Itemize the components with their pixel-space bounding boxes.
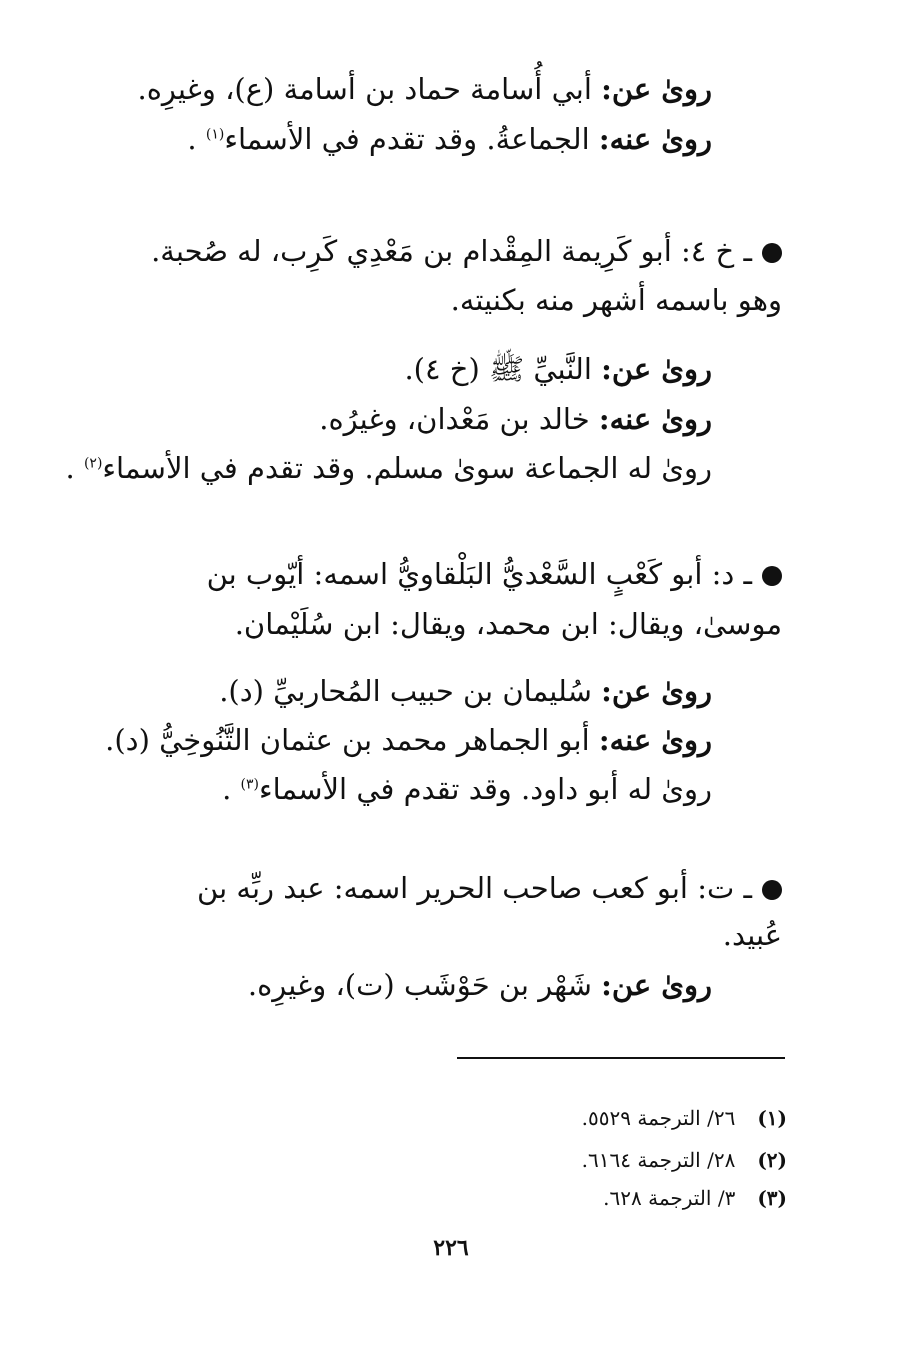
narrated-from-label: رویٰ عن:	[601, 674, 712, 708]
narrated-by-text: خالد بن مَعْدان، وغيرُه.	[319, 402, 590, 436]
entry-heading-text: ـ د: أبو كَعْبٍ السَّعْديُّ البَلْقاويُّ اسمه: أيّوب بن	[206, 557, 752, 591]
footnote	[582, 1106, 787, 1130]
footnote	[603, 1186, 787, 1210]
line-end: .	[187, 122, 197, 156]
entry-heading-text: ـ ت: أبو كعب صاحب الحرير اسمه: عبد ربِّه بن	[197, 871, 752, 905]
narrated-from-text: سُليمان بن حبيب المُحاربيِّ (د).	[219, 674, 592, 708]
line-end: .	[222, 772, 232, 806]
entry-heading-text: ـ خ ٤: أبو كَرِيمة المِقْدام بن مَعْدِي كَرِب، له صُحبة.	[151, 234, 752, 268]
footnote-text: ٢٨/ الترجمة ٦١٦٤.	[581, 1148, 736, 1172]
page-number: ٢٢٦	[433, 1235, 469, 1261]
narrators-text: رویٰ له الجماعة سویٰ مسلم. وقد تقدم في الأسماء	[102, 451, 712, 485]
narrated-from-line	[80, 72, 712, 107]
narrated-from-line	[80, 352, 712, 387]
narrated-by-line	[80, 122, 712, 157]
footnote-ref: (٣)	[240, 776, 259, 793]
footnote-divider	[457, 1057, 785, 1059]
footnote-number: (١)	[757, 1106, 787, 1130]
bullet-icon	[762, 243, 782, 263]
bullet-icon	[762, 880, 782, 900]
narrators-text: رویٰ له أبو داود. وقد تقدم في الأسماء	[258, 772, 712, 806]
narrated-by-text: أبو الجماهر محمد بن عثمان التَّنُوخِيُّ (د).	[105, 723, 590, 757]
narrated-from-text: أبي أُسامة حماد بن أسامة (ع)، وغيرِه.	[137, 72, 592, 106]
entry-heading-continuation: وهو باسمه أشهر منه بكنيته.	[450, 283, 782, 317]
narrated-by-text: الجماعةُ. وقد تقدم في الأسماء	[224, 122, 590, 156]
narrators-line	[65, 451, 712, 486]
narrated-from-line	[80, 968, 712, 1003]
narrated-from-label: رویٰ عن:	[601, 352, 712, 386]
narrated-from-line	[80, 674, 712, 709]
entry-heading	[80, 871, 782, 906]
entry-heading	[80, 557, 782, 592]
narrated-from-text: النَّبيِّ ﷺ (خ ٤).	[404, 352, 592, 386]
narrated-by-label: رویٰ عنه:	[598, 122, 712, 156]
narrated-from-label: رویٰ عن:	[601, 72, 712, 106]
narrated-from-text: شَهْر بن حَوْشَب (ت)، وغيرِه.	[247, 968, 592, 1002]
narrators-line	[80, 772, 712, 807]
footnote-number: (٣)	[757, 1186, 787, 1210]
footnote-text: ٢٦/ الترجمة ٥٥٢٩.	[581, 1106, 736, 1130]
narrated-by-label: رویٰ عنه:	[598, 402, 712, 436]
narrated-by-line	[80, 402, 712, 437]
footnote-number: (٢)	[757, 1148, 787, 1172]
entry-heading-continuation: عُبيد.	[722, 918, 782, 952]
footnote	[582, 1148, 787, 1172]
bullet-icon	[762, 566, 782, 586]
footnote-ref: (٢)	[83, 455, 103, 472]
footnote-ref: (١)	[205, 126, 225, 143]
footnote-text: ٣/ الترجمة ٦٢٨.	[603, 1186, 736, 1210]
narrated-from-label: رویٰ عن:	[601, 968, 712, 1002]
narrated-by-label: رویٰ عنه:	[598, 723, 712, 757]
line-end: .	[65, 451, 75, 485]
entry-heading-continuation: موسیٰ، ويقال: ابن محمد، ويقال: ابن سُلَيْمان.	[234, 607, 782, 641]
entry-heading	[80, 234, 782, 269]
narrated-by-line	[80, 723, 712, 758]
